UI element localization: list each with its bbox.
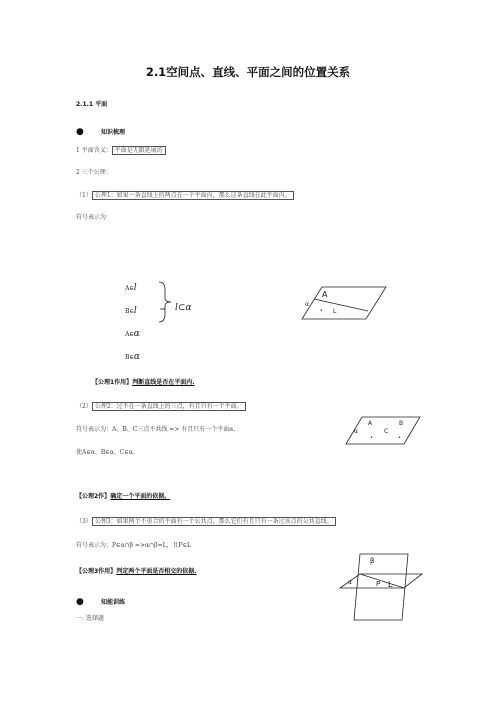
axiom2-symbol-line: 符号表示为：A、B、C三点不共线 => 有且只有一个平面α， [76,426,240,433]
axiom1-line-3-text: A∈ [125,331,134,338]
axiom1-line-3 [125,329,140,339]
axiom1-line-2-l: l [133,306,137,316]
axiom1-line-1-text: A∈ [125,285,134,292]
axiom1-box: 公理1：如果一条直线上的两点在一个平面内，那么这条直线在此平面内。 [92,191,294,200]
axiom1-use-prefix: 【公理1作用】 [92,379,133,386]
axiom1-line-4-alpha: α [133,352,140,362]
axiom2-box: 公理2：过不在一条直线上的三点，有且只有一个平面。 [92,402,246,411]
axiom1-implies: ⇒ [160,306,166,313]
fig2-label-alpha: α [354,428,358,435]
axiom3-planes-figure [338,552,424,622]
plane-definition-box: 平面是无限延展的 [112,146,166,155]
fig3-label-alpha: α [348,579,352,586]
axiom3-prefix: （3） [76,518,92,525]
choice-question-label: 一. 选择题 [76,615,104,622]
fig3-label-beta: β [370,557,375,565]
axiom1-line-4 [125,352,140,362]
page-title: 2.1空间点、直线、平面之间的位置关系 [145,65,351,79]
axiom3-symbol-line: 符号表示为：P∈α∩β =>α∩β=L，且P∈L [76,542,192,549]
section-heading: 2.1.1 平面 [76,101,108,108]
bullet-icon: ● [76,127,84,137]
axiom2-plane-figure [346,416,422,446]
intersection-line-l [360,574,404,588]
plane-definition [76,145,166,154]
axiom3-use-text: 判定两个平面是否相交的依据. [116,568,197,575]
axiom1-conclusion-alpha: α [185,303,192,313]
axiom1-symbol-label: 符号表示为 [76,214,107,221]
axiom2-use [76,491,170,500]
fig2-point-a: • [370,435,373,441]
axiom3-statement [76,516,336,525]
axiom1-line-2-text: B∈ [125,308,134,315]
axiom3-box: 公理3：如果两个不重合的平面有一个公共点，那么它们有且只有一条过该点的公共直线。 [92,517,336,526]
knowledge-heading [76,119,125,138]
fig1-point-dot: • [320,308,323,314]
axiom1-line-1-l: l [133,283,137,293]
axiom1-conclusion-subset: ⊂ [177,303,186,313]
axiom1-use-text: 判断直线是否在平面内. [132,379,195,386]
fig1-label-alpha: α [305,301,309,308]
fig2-label-c: C [384,428,389,435]
brace-icon [155,280,175,324]
bullet-icon-2: ● [76,597,84,607]
plane-definition-label: 1 平面含义： [76,147,112,154]
axiom1-line-1 [125,283,137,293]
axiom1-line-2 [125,306,137,316]
axiom2-use-prefix: 【公理2作】 [76,493,111,500]
axiom1-line-3-alpha: α [133,329,140,339]
axiom1-conclusion-l: l [175,303,178,313]
axiom1-prefix: （1） [76,192,92,199]
axiom1-conclusion [175,303,192,313]
fig2-label-b: B [399,420,404,427]
fig3-label-l: L [388,580,393,589]
fig1-label-a: A [322,290,328,299]
fig2-point-b: • [398,435,401,441]
axiom1-plane-figure [300,285,390,321]
fig2-label-a: A [368,420,373,427]
axiom2-statement [76,401,246,410]
axiom2-use-text: 确定一个平面的依据。 [110,493,171,500]
axiom3-use-prefix: 【公理3作用】 [76,568,117,575]
axiom1-line-4-text: B∈ [125,354,134,361]
fig1-label-l: L [333,308,337,315]
training-heading [76,589,125,608]
axiom2-prefix: （2） [76,403,92,410]
plane-alpha-shape [302,287,386,319]
axiom2-make-line: 使A∈α、B∈α、C∈α。 [76,449,139,456]
training-heading-label: 知能训练 [100,599,125,606]
axiom3-use [76,566,196,575]
axiom1-statement [76,190,294,199]
knowledge-heading-label: 知识梳理 [100,129,125,136]
axiom1-use [92,377,194,386]
fig3-label-p: P [376,580,381,588]
three-axioms-label: 2 三个公理： [76,169,112,176]
